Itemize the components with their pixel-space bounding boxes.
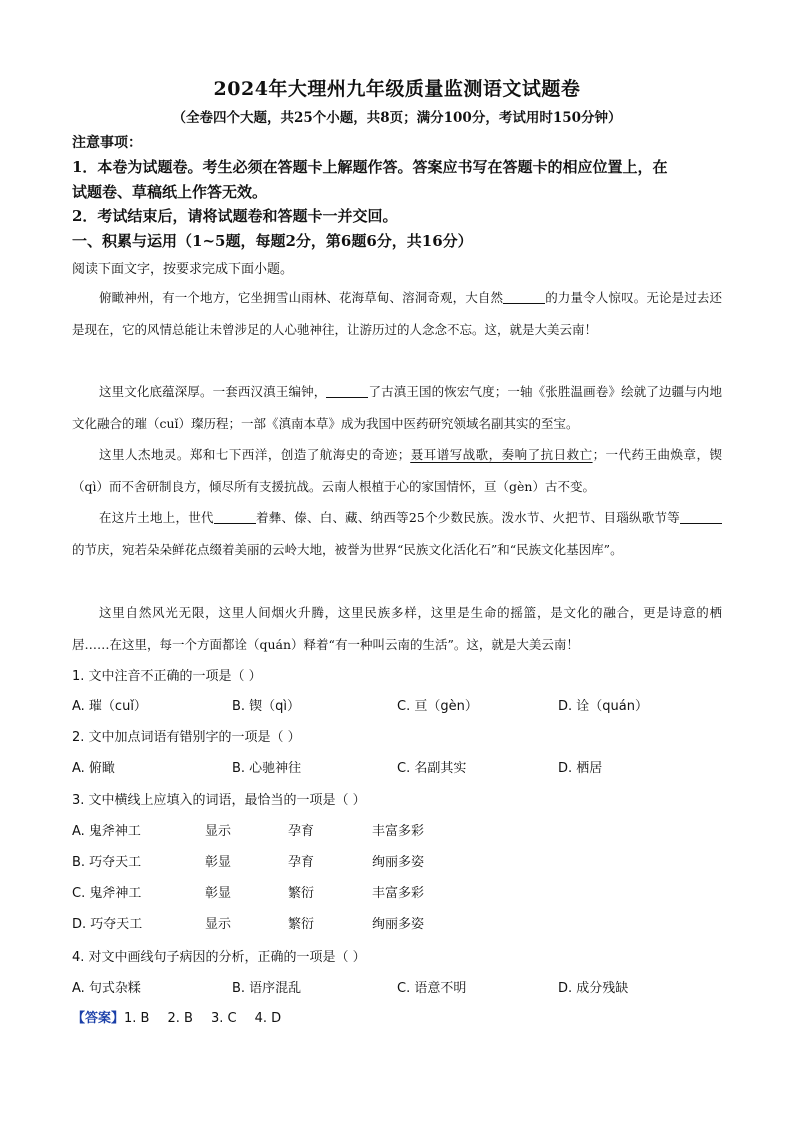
passage-paragraph-3: 这里人杰地灵。郑和七下西洋，创造了航海史的奇迹；聂耳谱写战歌，奏响了抗日救亡；一代药王曲焕章，锲（qì）而不舍研制良方，倾尽所有支援抗战。云南人根植于心的家国情怀，亘（gèn）古不变。 xyxy=(72,447,722,494)
q1-option-a: A. 璀（cuǐ） xyxy=(72,699,147,714)
answer-2: 2. B xyxy=(167,1011,193,1026)
question-1-stem: 1. 文中注音不正确的一项是（ ） xyxy=(72,669,262,684)
question-3-stem: 3. 文中横线上应填入的词语，最恰当的一项是（ ） xyxy=(72,793,366,808)
q3-option-b-word-2: 彰显 xyxy=(205,855,232,870)
section-intro: 阅读下面文字，按要求完成下面小题。 xyxy=(72,262,294,277)
q3-option-c-word-4: 丰富多彩 xyxy=(372,886,425,901)
note-item-2: 2．考试结束后，请将试题卷和答题卡一并交回。 xyxy=(72,207,398,225)
q3-option-b: B. 巧夺天工 xyxy=(72,855,142,870)
fill-blank xyxy=(326,385,368,399)
answer-3: 3. C xyxy=(210,1011,237,1026)
fill-blank xyxy=(214,511,256,525)
q2-option-a: A. 俯瞰 xyxy=(72,761,115,776)
note-item-1-cont: 试题卷、草稿纸上作答无效。 xyxy=(72,183,268,201)
passage-paragraph-1: 俯瞰神州，有一个地方，它坐拥雪山雨林、花海草甸、溶洞奇观，大自然 的力量令人惊叹。无论是过去还是现在，它的风情总能让未曾涉足的人心驰神往，让游历过的人念念不忘。这，就是大美云南！ xyxy=(72,290,722,337)
page-title: 2024年大理州九年级质量监测语文试题卷 xyxy=(213,78,581,100)
answer-key xyxy=(72,1007,299,1026)
fill-blank xyxy=(503,291,545,305)
q2-option-b: B. 心驰神往 xyxy=(232,761,302,776)
answer-1: 1. B xyxy=(124,1011,150,1026)
q3-option-d-word-2: 显示 xyxy=(205,917,232,932)
answer-tag: 【答案】 xyxy=(72,1011,125,1026)
q4-option-d: D. 成分残缺 xyxy=(558,981,629,996)
q1-option-d: D. 诠（quán） xyxy=(558,699,648,714)
q3-option-a-word-2: 显示 xyxy=(205,824,232,839)
q3-option-a: A. 鬼斧神工 xyxy=(72,824,141,839)
passage-paragraph-4: 在这片土地上，世代 着彝、傣、白、藏、纳西等25个少数民族。泼水节、火把节、目瑙纵歌节等的节庆，宛若朵朵鲜花点缀着美丽的云岭大地，被誉为世界“民族文化活化石”和“民族文化基因库”。 xyxy=(72,502,722,565)
q3-option-d-word-3: 繁衍 xyxy=(288,917,315,932)
notes-heading: 注意事项： xyxy=(72,135,142,151)
q3-option-c-word-2: 彰显 xyxy=(205,886,232,901)
q2-option-c: C. 名副其实 xyxy=(397,761,467,776)
q3-option-a-word-3: 孕育 xyxy=(288,824,315,839)
q4-option-c: C. 语意不明 xyxy=(397,981,467,996)
note-item-1: 1．本卷为试题卷。考生必须在答题卡上解题作答。答案应书写在答题卡的相应位置上，在 xyxy=(72,158,668,176)
q1-option-b: B. 锲（qì） xyxy=(232,699,301,714)
q3-option-a-word-4: 丰富多彩 xyxy=(372,824,425,839)
fill-blank xyxy=(680,511,722,525)
exam-info: （全卷四个大题，共25个小题，共8页；满分100分，考试用时150分钟） xyxy=(172,110,622,126)
question-4-stem: 4. 对文中画线句子病因的分析，正确的一项是（ ） xyxy=(72,950,366,965)
q2-option-d: D. 栖居 xyxy=(558,761,603,776)
underlined-sentence: 聂耳谱写战歌，奏响了抗日救亡 xyxy=(410,447,593,462)
q3-option-d-word-4: 绚丽多姿 xyxy=(372,917,425,932)
section-heading: 一、积累与运用（1~5题，每题2分，第6题6分，共16分） xyxy=(72,232,473,250)
q4-option-b: B. 语序混乱 xyxy=(232,981,302,996)
question-2-stem: 2. 文中加点词语有错别字的一项是（ ） xyxy=(72,730,301,745)
q3-option-c: C. 鬼斧神工 xyxy=(72,886,142,901)
q3-option-d: D. 巧夺天工 xyxy=(72,917,143,932)
q1-option-c: C. 亘（gèn） xyxy=(397,699,478,714)
q3-option-b-word-3: 孕育 xyxy=(288,855,315,870)
q4-option-a: A. 句式杂糅 xyxy=(72,981,141,996)
q3-option-b-word-4: 绚丽多姿 xyxy=(372,855,425,870)
passage-paragraph-5: 这里自然风光无限，这里人间烟火升腾，这里民族多样，这里是生命的摇篮，是文化的融合，更是诗意的栖居……在这里，每一个方面都诠（quán）释着“有一种叫云南的生活”。这，就是大美云南！ xyxy=(72,605,722,652)
answer-4: 4. D xyxy=(254,1011,282,1026)
passage-paragraph-2: 这里文化底蕴深厚。一套西汉滇王编钟， 了古滇王国的恢宏气度；一轴《张胜温画卷》绘就了边疆与内地文化融合的璀（cuǐ）璨历程；一部《滇南本草》成为我国中医药研究领域名副其实的至宝。 xyxy=(72,384,722,431)
q3-option-c-word-3: 繁衍 xyxy=(288,886,315,901)
